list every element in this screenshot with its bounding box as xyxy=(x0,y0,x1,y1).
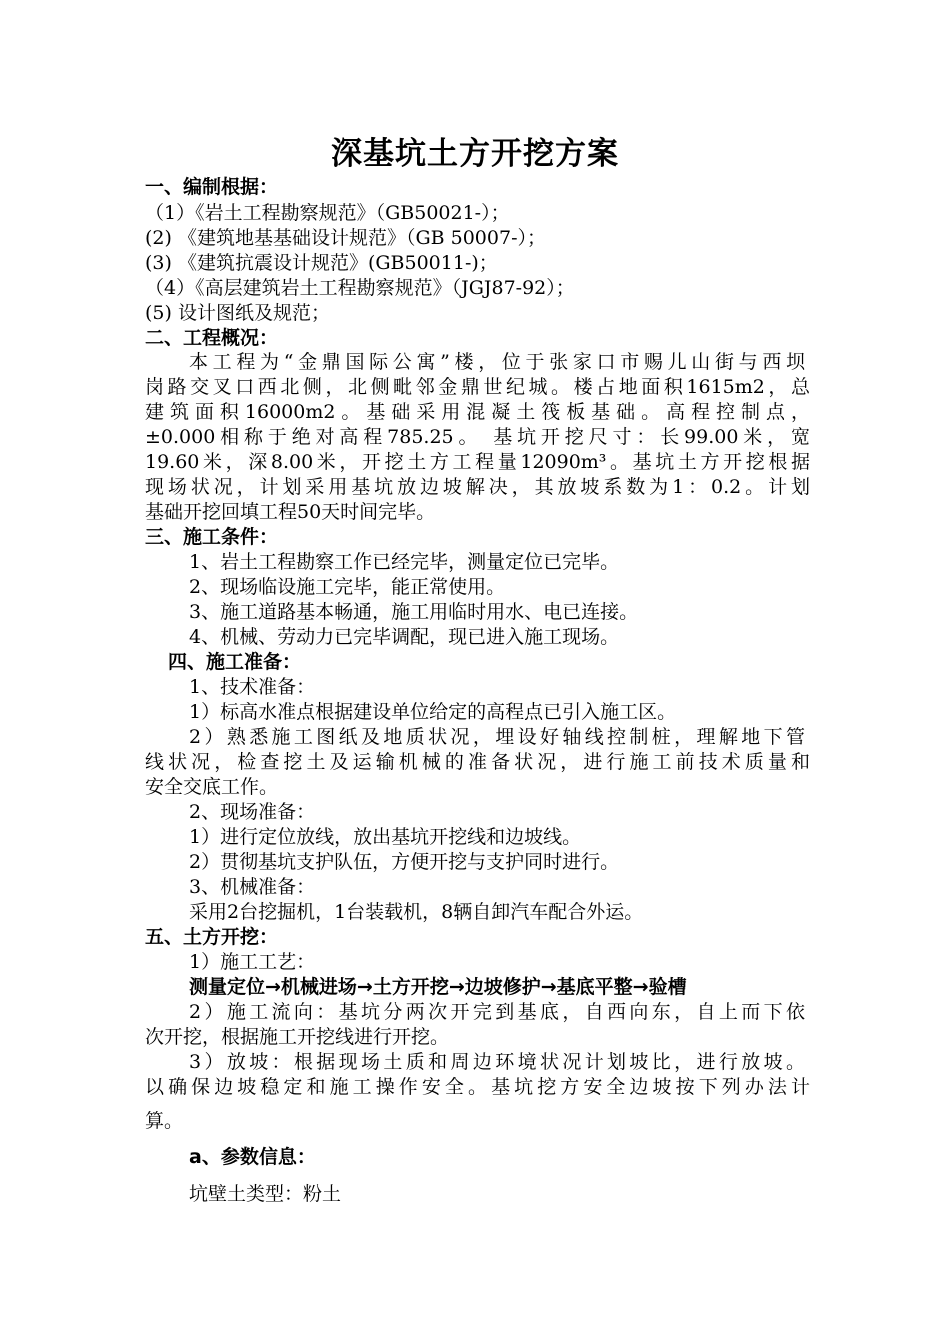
tech-prep-item: 1）标高水准点根据建设单位给定的高程点已引入施工区。 xyxy=(189,701,677,723)
section-1-heading: 一、编制根据： xyxy=(145,176,279,198)
overview-line: 19.60米，深8.00米，开挖土方工程量12090m³。基坑土方开挖根据 xyxy=(145,451,810,473)
document-title: 深基坑土方开挖方案 xyxy=(331,136,619,172)
slope-line: 算。 xyxy=(145,1110,184,1132)
soil-type: 坑壁土类型：粉土 xyxy=(189,1183,342,1205)
machine-prep-item: 采用2台挖掘机，1台装载机，8辆自卸汽车配合外运。 xyxy=(189,901,644,923)
condition-item: 2、现场临设施工完毕，能正常使用。 xyxy=(189,576,506,598)
machine-prep-heading: 3、机械准备： xyxy=(189,876,316,898)
tech-prep-item: 2）熟悉施工图纸及地质状况，埋设好轴线控制桩，理解地下管 xyxy=(189,726,805,748)
overview-line: 基础开挖回填工程50天时间完毕。 xyxy=(145,501,436,523)
process-flow: 测量定位→机械进场→土方开挖→边坡修护→基底平整→验槽 xyxy=(189,976,687,998)
reference-item: （1）《岩土工程勘察规范》（GB50021-）； xyxy=(145,202,510,224)
condition-item: 4、机械、劳动力已完毕调配，现已进入施工现场。 xyxy=(189,626,620,648)
flow-direction-line: 2）施工流向：基坑分两次开完到基底，自西向东，自上而下依 xyxy=(189,1001,805,1023)
site-prep-item: 1）进行定位放线，放出基坑开挖线和边坡线。 xyxy=(189,826,582,848)
flow-direction-line: 次开挖，根据施工开挖线进行开挖。 xyxy=(145,1026,450,1048)
condition-item: 3、施工道路基本畅通，施工用临时用水、电已连接。 xyxy=(189,601,639,623)
tech-prep-item: 安全交底工作。 xyxy=(145,776,279,798)
overview-line: 岗路交叉口西北侧，北侧毗邻金鼎世纪城。楼占地面积1615m2，总 xyxy=(145,376,810,398)
section-4-heading: 四、施工准备： xyxy=(168,651,302,673)
overview-line: 建筑面积16000m2。基础采用混凝土筏板基础。高程控制点， xyxy=(145,401,810,423)
reference-item: (2) 《建筑地基基础设计规范》（GB 50007-）； xyxy=(145,227,546,249)
slope-line: 以确保边坡稳定和施工操作安全。基坑挖方安全边坡按下列办法计 xyxy=(145,1076,810,1098)
site-prep-heading: 2、现场准备： xyxy=(189,801,316,823)
section-3-heading: 三、施工条件： xyxy=(145,526,279,548)
slope-line: 3）放坡：根据现场土质和周边环境状况计划坡比，进行放坡。 xyxy=(189,1051,805,1073)
reference-item: (3) 《建筑抗震设计规范》(GB50011-)； xyxy=(145,252,498,274)
overview-line: ±0.000相称于绝对高程785.25。 基坑开挖尺寸：长99.00米，宽 xyxy=(145,426,810,448)
craft-heading: 1）施工工艺： xyxy=(189,951,316,973)
site-prep-item: 2）贯彻基坑支护队伍，方便开挖与支护同时进行。 xyxy=(189,851,620,873)
param-heading: a、参数信息： xyxy=(189,1146,316,1168)
overview-line: 现场状况，计划采用基坑放边坡解决，其放坡系数为1：0.2。计划 xyxy=(145,476,810,498)
reference-item: （4）《高层建筑岩土工程勘察规范》（JGJ87-92）； xyxy=(145,277,575,299)
tech-prep-item: 线状况，检查挖土及运输机械的准备状况，进行施工前技术质量和 xyxy=(145,751,810,773)
reference-item: (5) 设计图纸及规范； xyxy=(145,302,330,324)
section-2-heading: 二、工程概况： xyxy=(145,327,279,349)
tech-prep-heading: 1、技术准备： xyxy=(189,676,316,698)
section-5-heading: 五、土方开挖： xyxy=(145,926,279,948)
overview-line: 本工程为“金鼎国际公寓”楼，位于张家口市赐儿山街与西坝 xyxy=(189,351,805,373)
condition-item: 1、岩土工程勘察工作已经完毕，测量定位已完毕。 xyxy=(189,551,620,573)
